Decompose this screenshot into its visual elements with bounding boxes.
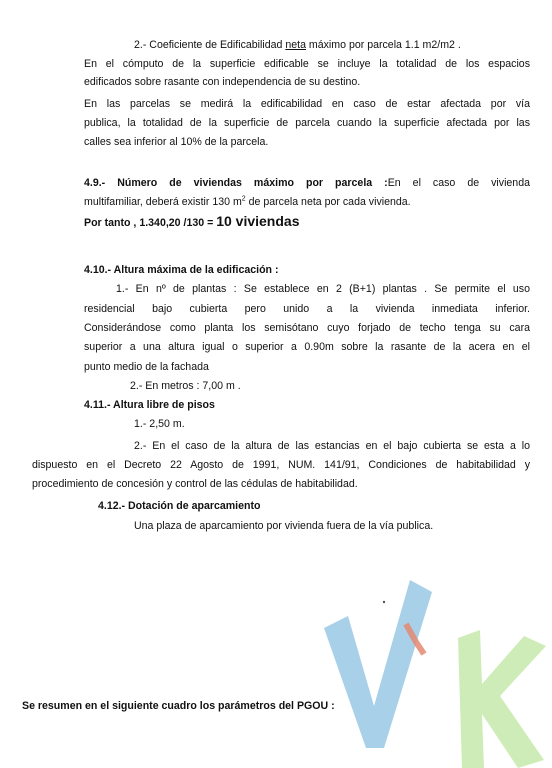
section-4-12-heading: 4.12.- Dotación de aparcamiento [98, 500, 261, 512]
section-4-10-line: punto medio de la fachada [84, 361, 209, 373]
section-4-10-line: 2.- En metros : 7,00 m . [130, 380, 241, 392]
section-4-12-line: Una plaza de aparcamiento por vivienda fuera de la vía publica. [134, 520, 434, 532]
section-4-11-line: 2.- En el caso de la altura de las estancias en el bajo cubierta se esta a lo [134, 440, 530, 452]
paragraph-line: En las parcelas se medirá la edificabilidad en caso de estar afectada por vía [84, 98, 530, 110]
paragraph-line: publica, la totalidad de la superficie de parcela cuando la superficie afectada por las [84, 117, 530, 129]
section-4-9-result: Por tanto , 1.340,20 /130 = 10 viviendas [84, 213, 300, 229]
paragraph-line: edificados sobre rasante con independencia de su destino. [84, 76, 361, 88]
section-4-11-line: procedimiento de concesión y control de las cédulas de habitabilidad. [32, 478, 358, 490]
section-4-10-line: residencial bajo cubierta pero unido a la vivienda inmediata inferior. [84, 303, 530, 315]
section-4-10-heading: 4.10.- Altura máxima de la edificación : [84, 264, 279, 276]
neta-underlined: neta [285, 39, 306, 51]
viviendas-result: 10 viviendas [216, 213, 300, 229]
section-4-9-line: multifamiliar, deberá existir 130 $m^2$ de parcela neta por cada vivienda. [84, 195, 411, 208]
section-4-10-line: 1.- En nº de plantas : Se establece en 2 (B+1) plantas . Se permite el uso [116, 283, 530, 295]
section-4-10-line: superior a una altura igual o superior a 0.90m sobre la rasante de la acera en el [84, 341, 530, 353]
section-4-11-heading: 4.11.- Altura libre de pisos [84, 399, 215, 411]
vk-watermark-logo [318, 572, 552, 768]
section-4-11-line: dispuesto en el Decreto 22 Agosto de 1991, NUM. 141/91, Condiciones de habitabilidad y [32, 459, 530, 471]
section-4-11-line: 1.- 2,50 m. [134, 418, 185, 430]
section-4-9-heading: 4.9.- Número de viviendas máximo por parcela :En el caso de vivienda [84, 177, 530, 189]
paragraph-line: En el cómputo de la superficie edificable se incluye la totalidad de los espacios [84, 58, 530, 70]
paragraph-line: calles sea inferior al 10% de la parcela. [84, 136, 269, 148]
coef-edificabilidad-line: 2.- Coeficiente de Edificabilidad neta máximo por parcela 1.1 m2/m2 . [134, 39, 461, 51]
summary-line: Se resumen en el siguiente cuadro los parámetros del PGOU : [22, 700, 335, 712]
section-4-10-line: Considerándose como planta los semisótano cuyo forjado de techo tenga su cara [84, 322, 530, 334]
